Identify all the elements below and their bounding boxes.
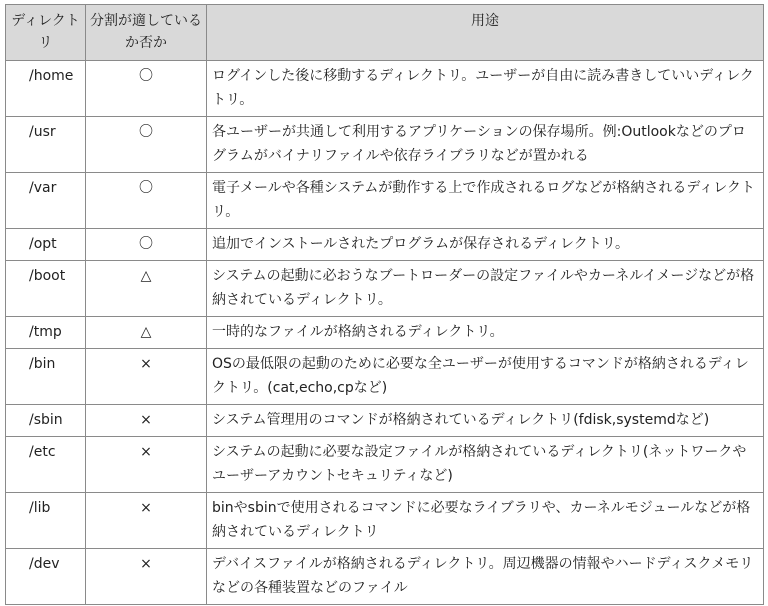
cell-split: △ [86,317,207,349]
cell-use: binやsbinで使用されるコマンドに必要なライブラリや、カーネルモジュールなどが格納されているディレクトリ [207,493,764,549]
table-row [6,549,764,605]
cell-use: ログインした後に移動するディレクトリ。ユーザーが自由に読み書きしていいディレクトリ。 [207,61,764,117]
header-use: 用途 [207,5,764,61]
cell-split: 〇 [86,173,207,229]
cell-split: × [86,493,207,549]
table-row [6,117,764,173]
cell-directory: /tmp [6,317,86,349]
table-row [6,61,764,117]
table-row [6,437,764,493]
cell-directory: /dev [6,549,86,605]
cell-split: × [86,549,207,605]
cell-use: システム管理用のコマンドが格納されているディレクトリ(fdisk,systemdなど) [207,405,764,437]
cell-use: 電子メールや各種システムが動作する上で作成されるログなどが格納されるディレクトリ。 [207,173,764,229]
cell-use: デバイスファイルが格納されるディレクトリ。周辺機器の情報やハードディスクメモリなどの各種装置などのファイル [207,549,764,605]
cell-split: × [86,405,207,437]
cell-directory: /home [6,61,86,117]
table-row [6,349,764,405]
cell-use: OSの最低限の起動のために必要な全ユーザーが使用するコマンドが格納されるディレクトリ。(cat,echo,cpなど) [207,349,764,405]
table-row [6,405,764,437]
cell-split: 〇 [86,117,207,173]
header-split: 分割が適しているか否か [86,5,207,61]
table-row [6,229,764,261]
table-header [6,5,764,61]
cell-split: 〇 [86,229,207,261]
cell-use: 一時的なファイルが格納されるディレクトリ。 [207,317,764,349]
cell-directory: /sbin [6,405,86,437]
cell-directory: /usr [6,117,86,173]
table-row [6,493,764,549]
directory-table [5,4,764,605]
cell-use: 追加でインストールされたプログラムが保存されるディレクトリ。 [207,229,764,261]
table-body [6,61,764,605]
cell-directory: /boot [6,261,86,317]
table-row [6,317,764,349]
cell-directory: /bin [6,349,86,405]
cell-use: システムの起動に必おうなブートローダーの設定ファイルやカーネルイメージなどが格納されているディレクトリ。 [207,261,764,317]
cell-directory: /lib [6,493,86,549]
cell-use: 各ユーザーが共通して利用するアプリケーションの保存場所。例:Outlookなどのプログラムがバイナリファイルや依存ライブラリなどが置かれる [207,117,764,173]
cell-split: 〇 [86,61,207,117]
table-row [6,261,764,317]
cell-split: × [86,437,207,493]
header-directory: ディレクトリ [6,5,86,61]
cell-split: △ [86,261,207,317]
cell-directory: /etc [6,437,86,493]
header-row [6,5,764,61]
cell-split: × [86,349,207,405]
cell-directory: /opt [6,229,86,261]
table-row [6,173,764,229]
cell-use: システムの起動に必要な設定ファイルが格納されているディレクトリ(ネットワークやユーザーアカウントセキュリティなど) [207,437,764,493]
cell-directory: /var [6,173,86,229]
